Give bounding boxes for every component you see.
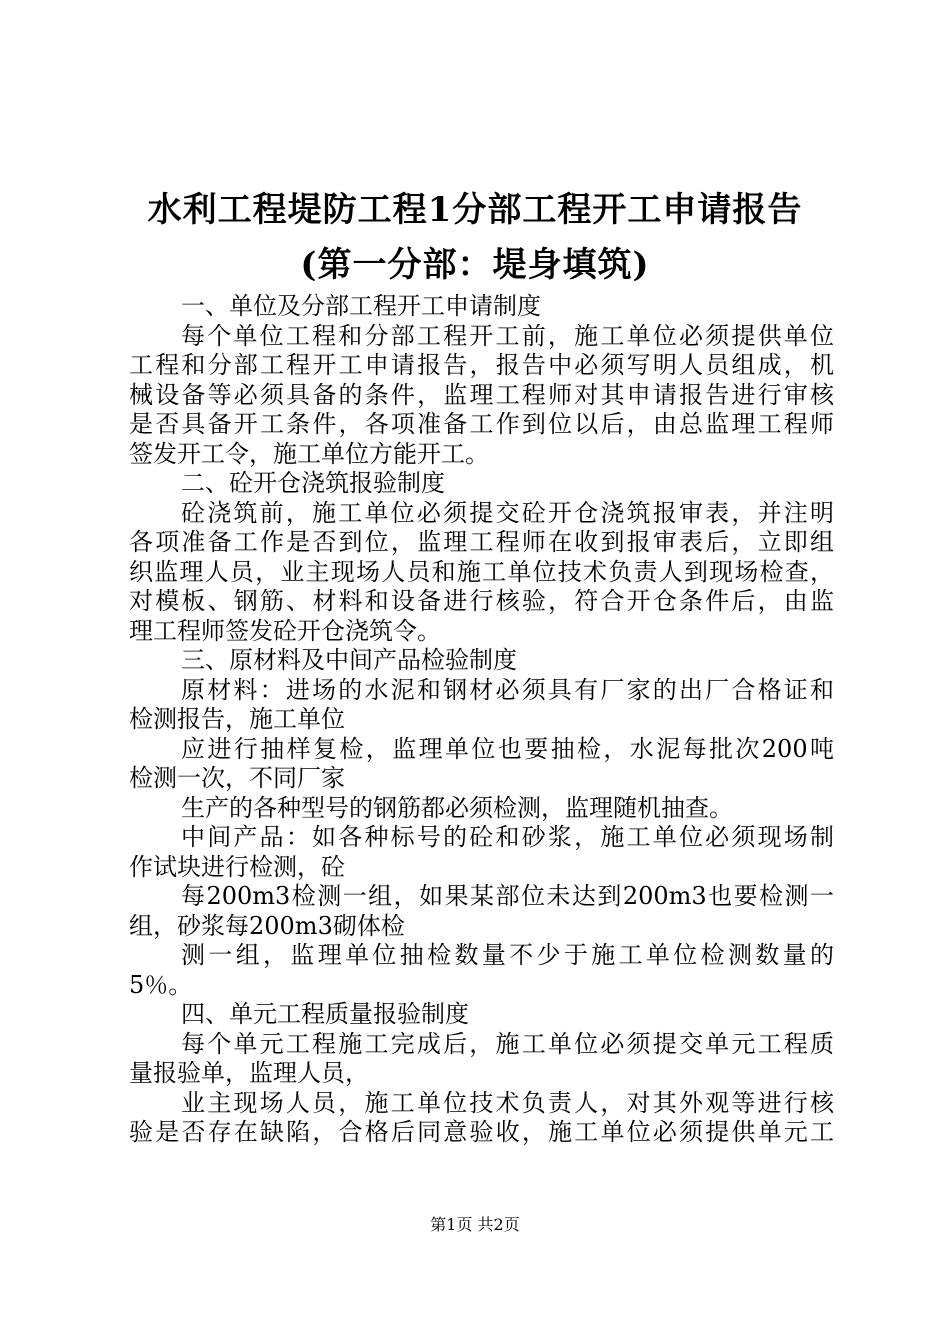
text-line: 织监理人员，业主现场人员和施工单位技术负责人到现场检查， bbox=[129, 557, 834, 586]
document-title: 水利工程堤防工程1分部工程开工申请报告 bbox=[147, 190, 803, 230]
text-line: 一、单位及分部工程开工申请制度 bbox=[181, 292, 541, 320]
text-line: 各项准备工作是否到位，监理工程师在收到报审表后，立即组 bbox=[129, 528, 834, 556]
text-line: 每个单位工程和分部工程开工前，施工单位必须提供单位 bbox=[181, 321, 834, 350]
text-line: 是否具备开工条件，各项准备工作到位以后，由总监理工程师 bbox=[129, 410, 834, 438]
text-line: 械设备等必须具备的条件，监理工程师对其申请报告进行审核 bbox=[129, 380, 834, 409]
text-line: 量报验单，监理人员， bbox=[129, 1059, 369, 1087]
page-footer: 第1页 共2页 bbox=[430, 1215, 520, 1234]
text-line: 应进行抽样复检，监理单位也要抽检，水泥每批次200吨 bbox=[181, 734, 834, 763]
text-line: 三、原材料及中间产品检验制度 bbox=[181, 646, 517, 674]
text-line: 理工程师签发砼开仓浇筑令。 bbox=[129, 616, 441, 645]
text-line: 检测一次，不同厂家 bbox=[129, 764, 345, 792]
text-line: 作试块进行检测，砼 bbox=[129, 852, 345, 881]
text-line: 每个单元工程施工完成后，施工单位必须提交单元工程质 bbox=[181, 1029, 834, 1058]
text-line: 对模板、钢筋、材料和设备进行核验，符合开仓条件后，由监 bbox=[129, 587, 834, 615]
text-line: 原材料：进场的水泥和钢材必须具有厂家的出厂合格证和 bbox=[181, 675, 834, 704]
text-line: 二、砼开仓浇筑报验制度 bbox=[181, 469, 445, 497]
text-line: 砼浇筑前，施工单位必须提交砼开仓浇筑报审表，并注明 bbox=[181, 498, 834, 527]
text-line: 每200m3检测一组，如果某部位未达到200m3也要检测一 bbox=[181, 882, 834, 910]
text-line: 工程和分部工程开工申请报告，报告中必须写明人员组成，机 bbox=[129, 351, 834, 379]
text-line: 四、单元工程质量报验制度 bbox=[181, 1000, 469, 1028]
text-line: 组，砂浆每200m3砌体检 bbox=[129, 911, 405, 940]
text-line: 验是否存在缺陷，合格后同意验收，施工单位必须提供单元工 bbox=[129, 1118, 834, 1146]
text-line: 检测报告，施工单位 bbox=[129, 705, 345, 733]
text-line: 测一组，监理单位抽检数量不少于施工单位检测数量的 bbox=[181, 941, 834, 969]
text-line: 中间产品：如各种标号的砼和砂浆，施工单位必须现场制 bbox=[181, 823, 834, 851]
text-line: 签发开工令，施工单位方能开工。 bbox=[129, 439, 489, 468]
document-body bbox=[129, 292, 834, 1148]
text-line: 生产的各种型号的钢筋都必须检测，监理随机抽查。 bbox=[181, 793, 733, 822]
document-subtitle: (第一分部：堤身填筑) bbox=[300, 245, 650, 285]
text-line: 业主现场人员，施工单位技术负责人，对其外观等进行核 bbox=[181, 1088, 834, 1117]
text-line: 5％。 bbox=[129, 970, 193, 999]
